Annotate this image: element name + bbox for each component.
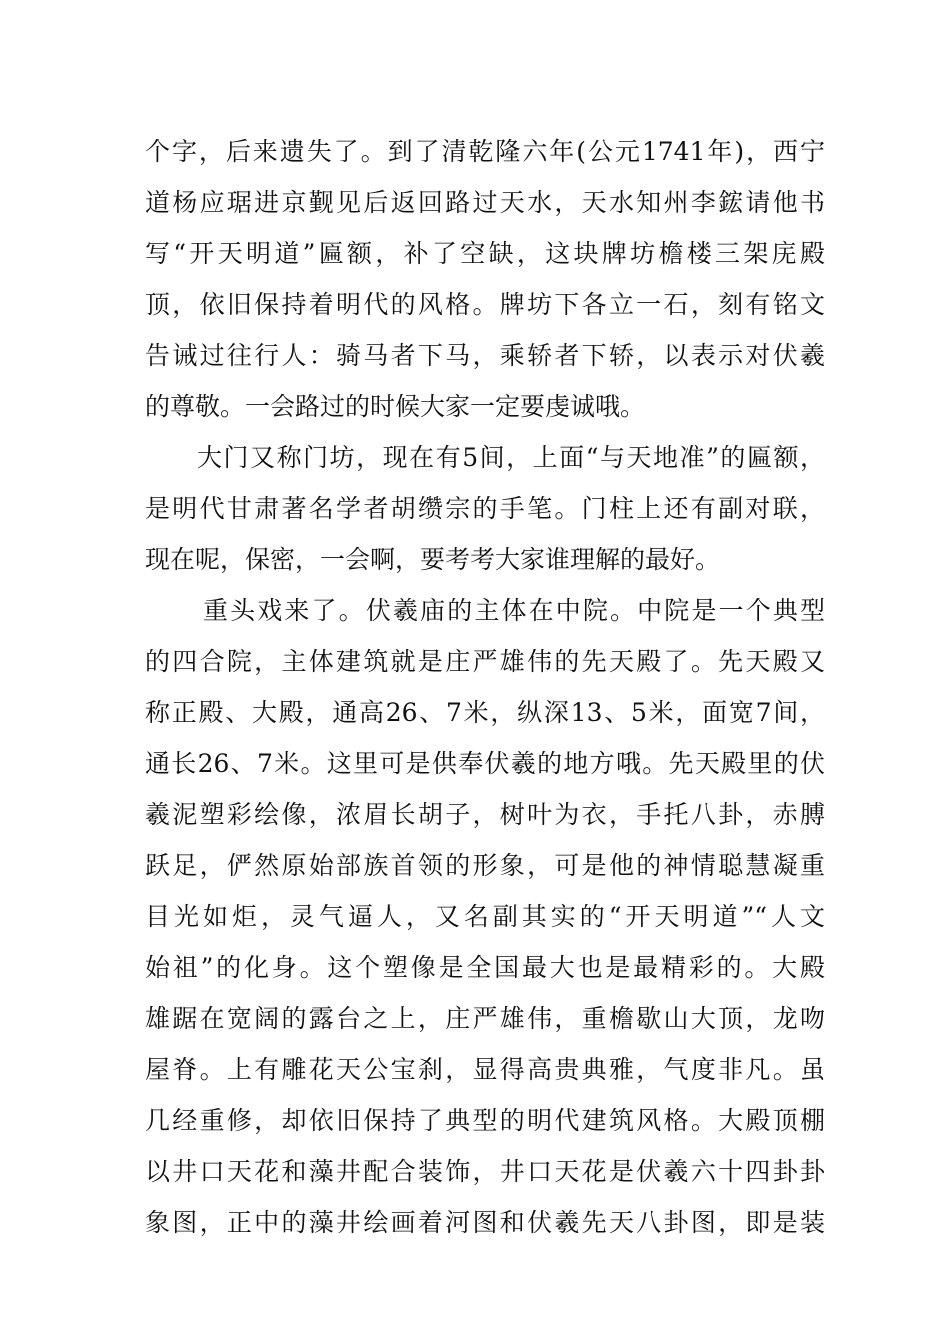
text-line: 的尊敬。一会路过的时候大家一定要虔诚哦。 bbox=[145, 392, 646, 421]
text-line: 告诫过往行人：骑马者下马，乘轿者下轿，以表示对伏羲 bbox=[145, 341, 825, 370]
text-line: 目光如炬，灵气逼人，又名副其实的“开天明道”“人文 bbox=[145, 902, 825, 931]
text-line: 写“开天明道”匾额，补了空缺，这块牌坊檐楼三架庑殿 bbox=[145, 239, 825, 268]
text-line: 跃足，俨然原始部族首领的形象，可是他的神情聪慧凝重 bbox=[145, 851, 825, 880]
text-line: 通长26、7米。这里可是供奉伏羲的地方哦。先天殿里的伏 bbox=[145, 749, 825, 778]
paragraph-3 bbox=[145, 585, 825, 1248]
text-line: 的四合院，主体建筑就是庄严雄伟的先天殿了。先天殿又 bbox=[145, 647, 825, 676]
text-line: 几经重修，却依旧保持了典型的明代建筑风格。大殿顶棚 bbox=[145, 1106, 825, 1135]
text-line: 雄踞在宽阔的露台之上，庄严雄伟，重檐歇山大顶，龙吻 bbox=[145, 1004, 825, 1033]
text-line: 大门又称门坊，现在有5间，上面“与天地准”的匾额， bbox=[197, 443, 825, 472]
paragraph-2 bbox=[145, 432, 825, 585]
paragraph-1 bbox=[145, 126, 825, 432]
text-line: 称正殿、大殿，通高26、7米，纵深13、5米，面宽7间， bbox=[145, 698, 825, 727]
text-line: 现在呢，保密，一会啊，要考考大家谁理解的最好。 bbox=[145, 545, 721, 574]
text-line: 象图，正中的藻井绘画着河图和伏羲先天八卦图，即是装 bbox=[145, 1208, 825, 1237]
text-line: 是明代甘肃著名学者胡缵宗的手笔。门柱上还有副对联， bbox=[145, 494, 825, 523]
text-line: 道杨应琚进京觐见后返回路过天水，天水知州李鋐请他书 bbox=[145, 188, 825, 217]
text-line: 以井口天花和藻井配合装饰，井口天花是伏羲六十四卦卦 bbox=[145, 1157, 825, 1186]
text-line: 屋脊。上有雕花天公宝刹，显得高贵典雅，气度非凡。虽 bbox=[145, 1055, 825, 1084]
text-line: 羲泥塑彩绘像，浓眉长胡子，树叶为衣，手托八卦，赤膊 bbox=[145, 800, 825, 829]
text-line: 个字，后来遗失了。到了清乾隆六年(公元1741年)，西宁 bbox=[145, 137, 825, 166]
text-line: 重头戏来了。伏羲庙的主体在中院。中院是一个典型 bbox=[203, 596, 825, 625]
body-text bbox=[145, 126, 825, 1248]
text-line: 顶，依旧保持着明代的风格。牌坊下各立一石，刻有铭文 bbox=[145, 290, 825, 319]
text-line: 始祖”的化身。这个塑像是全国最大也是最精彩的。大殿 bbox=[145, 953, 825, 982]
